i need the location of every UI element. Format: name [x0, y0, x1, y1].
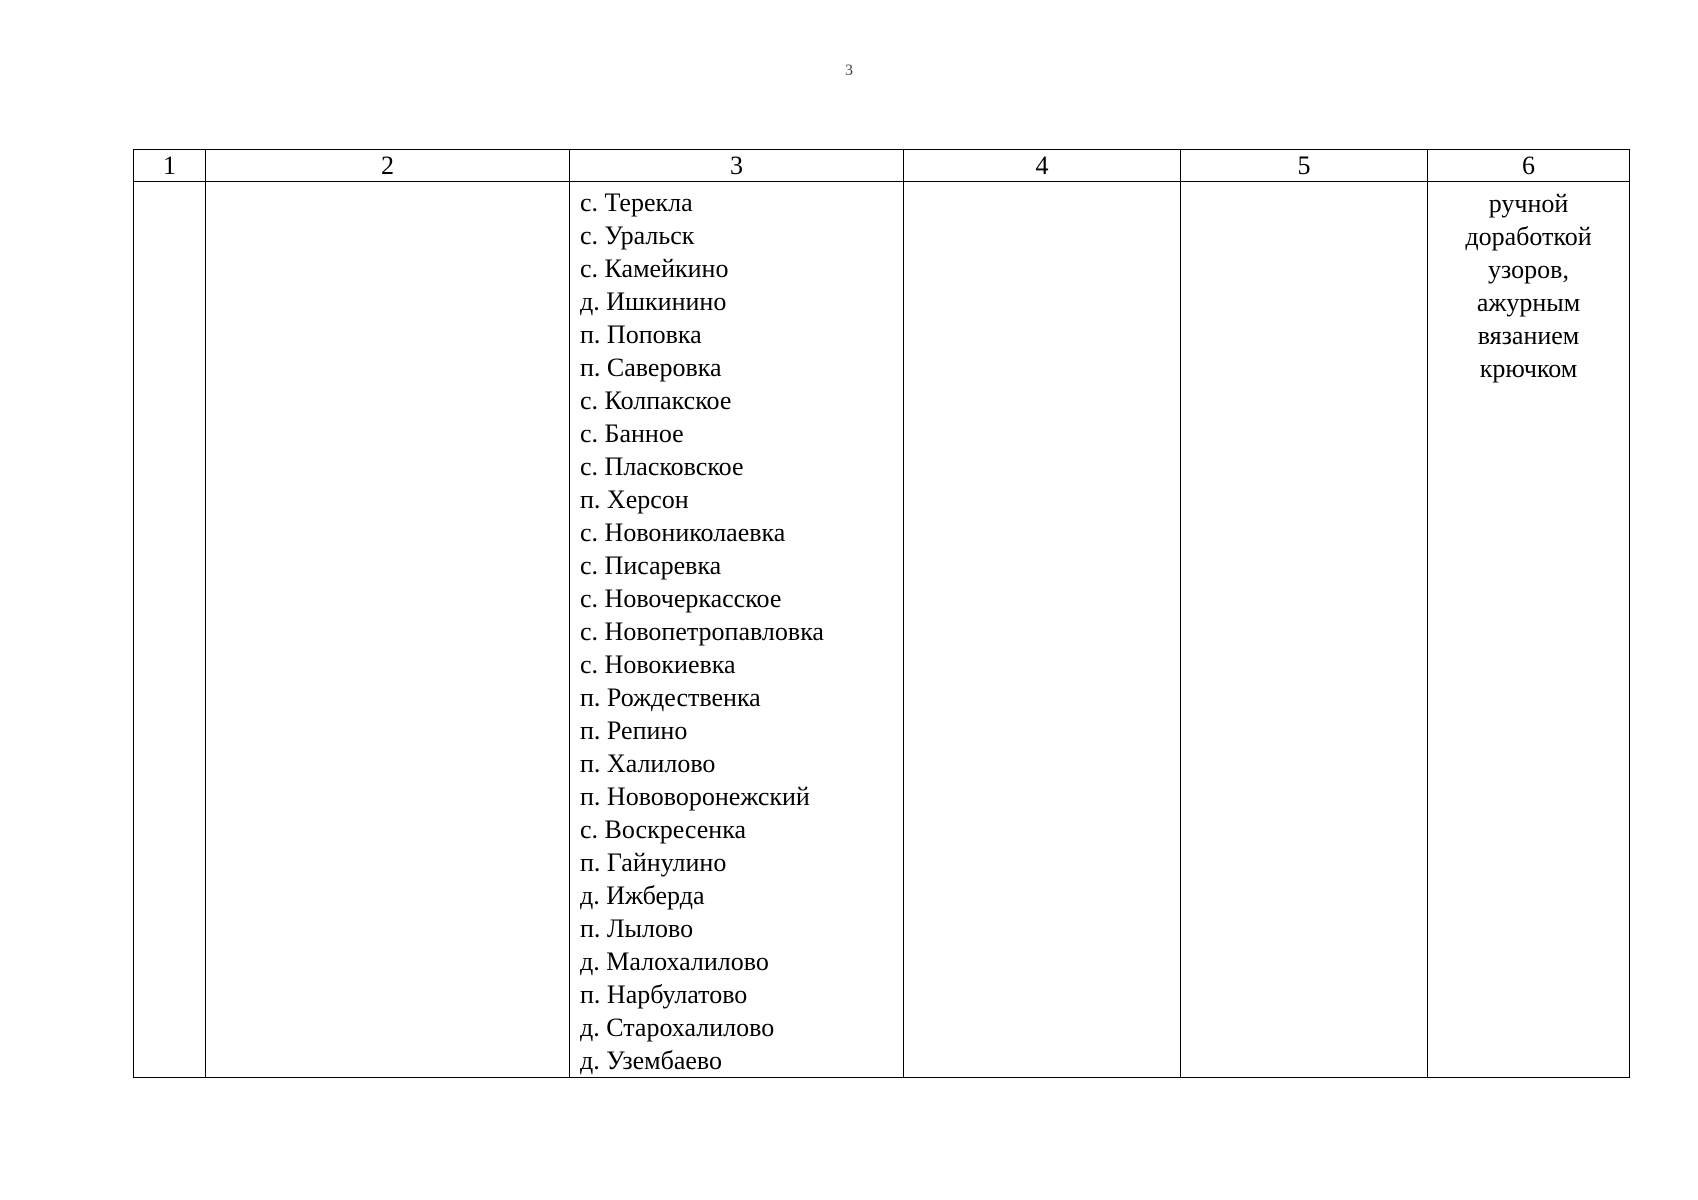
table-header-row — [134, 150, 1630, 182]
description-line: крючком — [1479, 354, 1578, 383]
list-item: с. Новониколаевка — [580, 518, 786, 547]
table-row — [134, 182, 1630, 1078]
cell-col-6 — [1428, 182, 1630, 1078]
cell-col-4 — [904, 182, 1181, 1078]
cell-col-3 — [570, 182, 904, 1078]
cell-col-1 — [134, 182, 206, 1078]
description-line: вязанием — [1477, 321, 1580, 350]
list-item: с. Колпакское — [580, 386, 732, 415]
list-item: п. Гайнулино — [580, 848, 727, 877]
list-item: п. Нововоронежский — [580, 782, 810, 811]
document-table — [133, 149, 1630, 1078]
list-item: п. Рождественка — [580, 683, 761, 712]
list-item: д. Ижберда — [580, 881, 705, 910]
list-item: с. Терекла — [580, 188, 693, 217]
list-item: с. Писаревка — [580, 551, 722, 580]
header-col-3: 3 — [570, 150, 904, 182]
list-item: д. Старохалилово — [580, 1013, 775, 1042]
description-line: доработкой — [1465, 222, 1592, 251]
description-line: ручной — [1488, 189, 1569, 218]
list-item: п. Саверовка — [580, 353, 722, 382]
list-item: д. Малохалилово — [580, 947, 769, 976]
list-item: с. Камейкино — [580, 254, 729, 283]
list-item: п. Поповка — [580, 320, 702, 349]
list-item: п. Лылово — [580, 914, 694, 943]
description-line: узоров, — [1488, 255, 1569, 284]
header-col-4: 4 — [904, 150, 1181, 182]
cell-col-5 — [1181, 182, 1428, 1078]
list-item: с. Воскресенка — [580, 815, 746, 844]
list-item: п. Нарбулатово — [580, 980, 748, 1009]
list-item: с. Новопетропавловка — [580, 617, 824, 646]
list-item: д. Узембаево — [580, 1046, 723, 1075]
description-text — [1428, 182, 1629, 385]
header-col-6: 6 — [1428, 150, 1630, 182]
page-number: 3 — [845, 62, 853, 79]
localities-list — [570, 182, 903, 1077]
list-item: с. Банное — [580, 419, 684, 448]
list-item: п. Херсон — [580, 485, 689, 514]
list-item: д. Ишкинино — [580, 287, 727, 316]
list-item: с. Новочеркасское — [580, 584, 782, 613]
header-col-5: 5 — [1181, 150, 1428, 182]
list-item: п. Репино — [580, 716, 688, 745]
list-item: с. Уральск — [580, 221, 695, 250]
list-item: с. Пласковское — [580, 452, 744, 481]
list-item: с. Новокиевка — [580, 650, 736, 679]
header-col-2: 2 — [206, 150, 570, 182]
header-col-1: 1 — [134, 150, 206, 182]
list-item: п. Халилово — [580, 749, 716, 778]
cell-col-2 — [206, 182, 570, 1078]
description-line: ажурным — [1476, 288, 1581, 317]
